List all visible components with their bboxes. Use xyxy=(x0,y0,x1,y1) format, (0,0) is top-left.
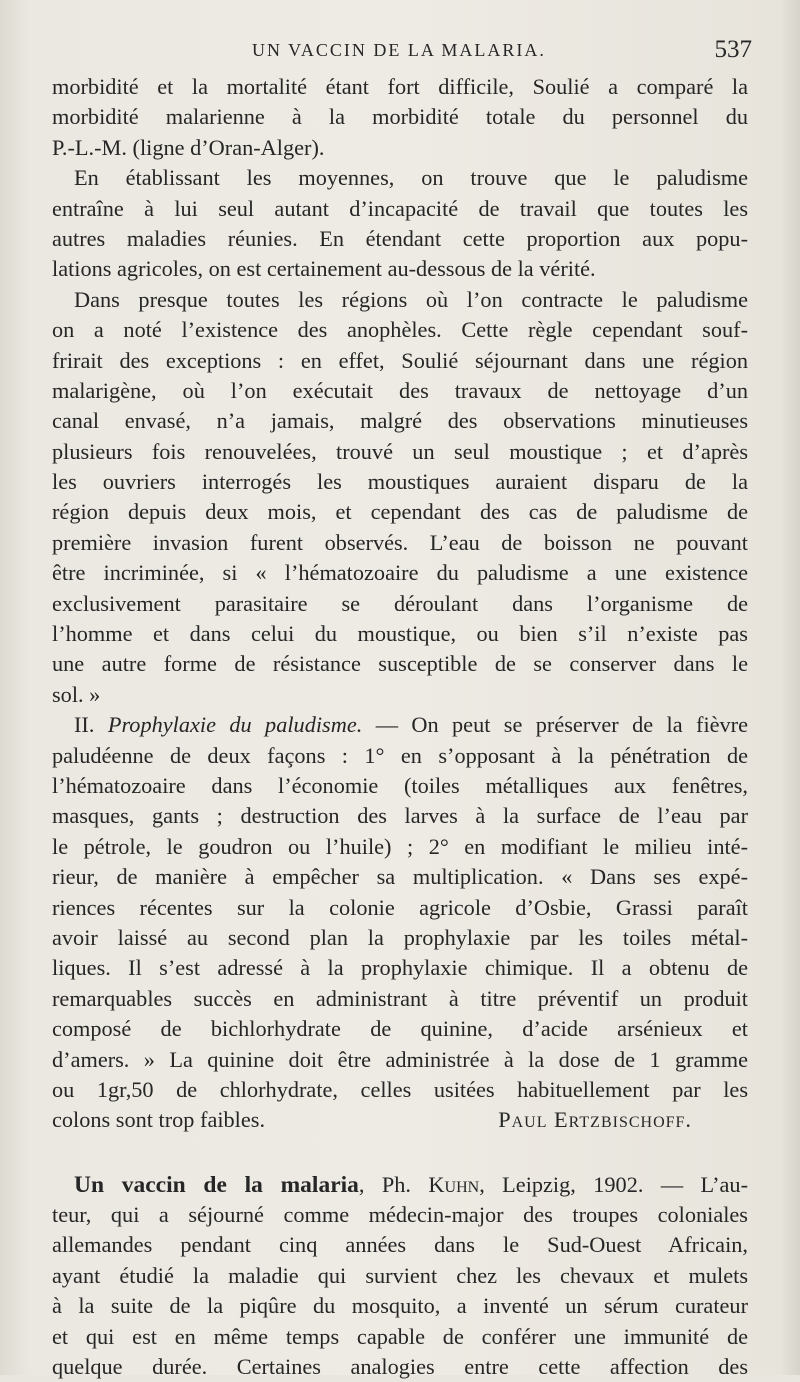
text-line: être incriminée, si « l’hématozoaire du paludisme a une existence xyxy=(52,560,748,586)
signature-line xyxy=(52,1105,748,1135)
review-first-text: , Leipzig, 1902. — L’au- xyxy=(479,1171,748,1197)
text-line: malarigène, où l’on exécutait des travaux de nettoyage d’un xyxy=(52,377,748,403)
text-line: allemandes pendant cinq années dans le Sud-Ouest Africain, xyxy=(52,1232,748,1258)
text-line: plusieurs fois renouvelées, trouvé un seul moustique ; et d’après xyxy=(52,438,748,464)
review-author: Kuhn xyxy=(428,1171,480,1197)
running-title: UN VACCIN DE LA MALARIA. xyxy=(252,40,546,60)
text-line: remarquables succès en administrant à titre préventif un produit xyxy=(52,985,748,1011)
text-line: avoir laissé au second plan la prophylaxie par les toiles métal- xyxy=(52,924,748,950)
body-text xyxy=(52,72,748,1382)
text-line: morbidité et la mortalité étant fort difficile, Soulié a comparé la xyxy=(52,74,748,99)
text-line: première invasion furent observés. L’eau de boisson ne pouvant xyxy=(52,529,748,555)
section-first-text: — On peut se préserver de la fièvre xyxy=(362,712,749,738)
section-heading-line xyxy=(52,710,748,740)
review-heading-line xyxy=(52,1170,748,1200)
text-line: morbidité malarienne à la morbidité totale du personnel du xyxy=(52,104,748,130)
text-line: on a noté l’existence des anophèles. Cette règle cependant souf- xyxy=(52,317,748,343)
text-line: frirait des exceptions : en effet, Soulié séjournant dans une région xyxy=(52,347,748,373)
text-line: exclusivement parasitaire se déroulant dans l’organisme de xyxy=(52,590,748,616)
text-line: l’hématozoaire dans l’économie (toiles métalliques aux fenêtres, xyxy=(52,772,748,798)
text-line: colons sont trop faibles. xyxy=(52,1107,266,1133)
text-line: rieur, de manière à empêcher sa multiplication. « Dans ses expé- xyxy=(52,864,748,890)
section-title: Prophylaxie du paludisme. xyxy=(107,712,363,738)
text-line: et qui est en même temps capable de conférer une immunité de xyxy=(52,1323,748,1349)
section-number: II. xyxy=(74,712,108,738)
text-line: P.-L.-M. (ligne d’Oran-Alger). xyxy=(52,134,325,160)
text-line: masques, gants ; destruction des larves à la surface de l’eau par xyxy=(52,803,748,829)
text-line: sol. » xyxy=(52,681,101,707)
text-line: composé de bichlorhydrate de quinine, d’acide arsénieux et xyxy=(52,1016,748,1042)
text-line: riences récentes sur la colonie agricole d’Osbie, Grassi paraît xyxy=(52,894,748,920)
text-line: le pétrole, le goudron ou l’huile) ; 2° en modifiant le milieu inté- xyxy=(52,833,748,859)
text-line: entraîne à lui seul autant d’incapacité de travail que toutes les xyxy=(52,195,748,221)
text-line: à la suite de la piqûre du mosquito, a inventé un sérum curateur xyxy=(52,1293,748,1319)
text-line: les ouvriers interrogés les moustiques auraient disparu de la xyxy=(52,469,748,495)
text-line: ou 1gr,50 de chlorhydrate, celles usitées habituellement par les xyxy=(52,1076,748,1102)
section-gap xyxy=(52,1136,748,1170)
text-line: Dans presque toutes les régions où l’on contracte le paludisme xyxy=(74,286,748,312)
text-line: quelque durée. Certaines analogies entre cette affection des xyxy=(52,1354,748,1380)
running-head xyxy=(52,36,752,70)
text-line: paludéenne de deux façons : 1° en s’opposant à la pénétration de xyxy=(52,742,748,768)
text-line: l’homme et dans celui du moustique, ou bien s’il n’existe pas xyxy=(52,621,748,647)
text-line: ayant étudié la maladie qui survient chez les chevaux et mulets xyxy=(52,1262,748,1288)
text-line: une autre forme de résistance susceptible de se conserver dans le xyxy=(52,651,748,677)
review-title: Un vaccin de la malaria xyxy=(74,1171,359,1198)
text-line: lations agricoles, on est certainement au-dessous de la vérité. xyxy=(52,256,596,282)
text-line: canal envasé, n’a jamais, malgré des observations minutieuses xyxy=(52,408,748,434)
text-line: teur, qui a séjourné comme médecin-major des troupes coloniales xyxy=(52,1202,748,1228)
page-number: 537 xyxy=(714,36,752,63)
text-line: autres maladies réunies. En étendant cette proportion aux popu- xyxy=(52,225,748,251)
text-line: liques. Il s’est adressé à la prophylaxie chimique. Il a obtenu de xyxy=(52,955,748,981)
text-line: En établissant les moyennes, on trouve que le paludisme xyxy=(74,165,748,191)
text-line: région depuis deux mois, et cependant des cas de paludisme de xyxy=(52,499,748,525)
text-line: d’amers. » La quinine doit être administrée à la dose de 1 gramme xyxy=(52,1046,748,1072)
author-signature: Paul Ertzbischoff. xyxy=(498,1107,692,1133)
author-separator: , Ph. xyxy=(358,1171,429,1197)
